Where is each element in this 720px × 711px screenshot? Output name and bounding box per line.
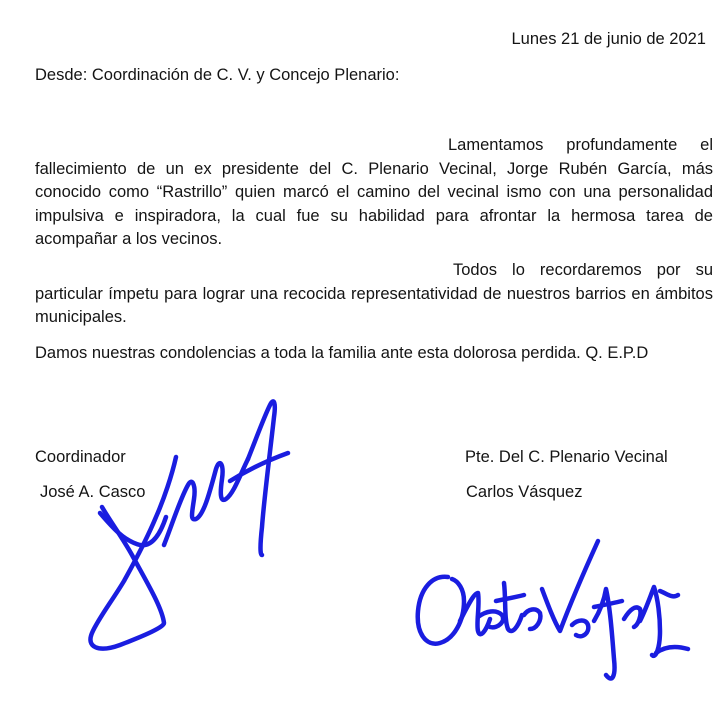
letter-date: Lunes 21 de junio de 2021 — [511, 30, 706, 48]
signatory-left-role: Coordinador — [35, 448, 126, 466]
signature-right — [408, 535, 698, 685]
letter-sender: Desde: Coordinación de C. V. y Concejo Plenario: — [35, 66, 400, 84]
signatory-left-name: José A. Casco — [40, 483, 146, 501]
signature-left — [80, 395, 300, 655]
paragraph-condolence-intro: Lamentamos profundamente el fallecimiento de un ex presidente del C. Plenario Vecinal, Jorge Rubén García, más conocido como “Rastrillo” quien marcó el camino del vecinal ismo con una personalidad impulsiva e inspiradora, la cual fue su habilidad para afrontar la hermosa tarea de acompañar a los vecinos. — [35, 136, 713, 248]
paragraph-closing: Damos nuestras condolencias a toda la familia ante esta dolorosa perdida. Q. E.P.D — [35, 344, 649, 362]
signatory-right-role: Pte. Del C. Plenario Vecinal — [465, 448, 668, 466]
paragraph-remembrance: Todos lo recordaremos por su particular ímpetu para lograr una recocida representatividad de nuestros barrios en ámbitos municipales. — [35, 261, 713, 326]
signatory-right-name: Carlos Vásquez — [466, 483, 583, 501]
